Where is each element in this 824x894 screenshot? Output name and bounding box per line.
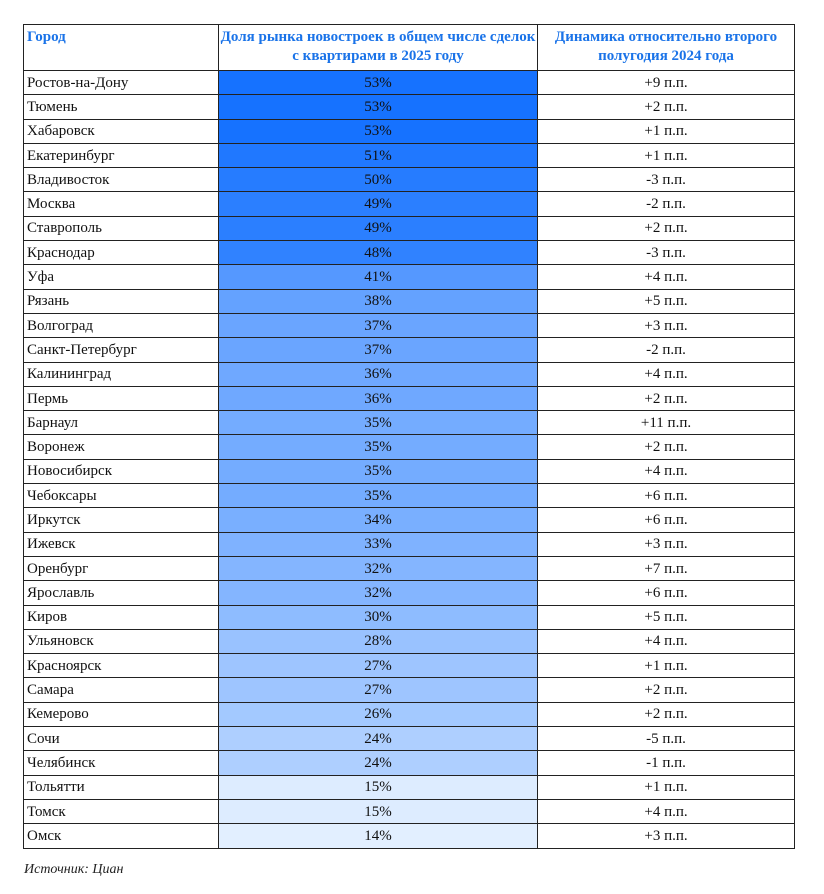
dynamics-cell: -1 п.п. [538, 751, 795, 775]
dynamics-cell: -2 п.п. [538, 192, 795, 216]
table-row [24, 751, 795, 775]
share-cell: 53% [219, 119, 538, 143]
city-cell: Ульяновск [24, 629, 219, 653]
city-cell: Рязань [24, 289, 219, 313]
table-row [24, 678, 795, 702]
dynamics-cell: +3 п.п. [538, 824, 795, 848]
table-row [24, 265, 795, 289]
city-cell: Ставрополь [24, 216, 219, 240]
dynamics-cell: +2 п.п. [538, 95, 795, 119]
table-row [24, 338, 795, 362]
share-cell: 35% [219, 435, 538, 459]
table-row [24, 411, 795, 435]
city-cell: Ростов-на-Дону [24, 71, 219, 95]
dynamics-cell: +6 п.п. [538, 508, 795, 532]
table-row [24, 216, 795, 240]
city-cell: Волгоград [24, 313, 219, 337]
table-body [24, 71, 795, 849]
dynamics-cell: +3 п.п. [538, 313, 795, 337]
city-cell: Томск [24, 799, 219, 823]
city-cell: Красноярск [24, 654, 219, 678]
share-cell: 37% [219, 338, 538, 362]
share-cell: 24% [219, 727, 538, 751]
header-row [24, 25, 795, 71]
table-row [24, 192, 795, 216]
share-cell: 27% [219, 678, 538, 702]
city-cell: Сочи [24, 727, 219, 751]
share-cell: 49% [219, 216, 538, 240]
share-cell: 34% [219, 508, 538, 532]
header-share: Доля рынка новостроек в общем числе сделок с квартирами в 2025 году [219, 25, 538, 71]
table-row [24, 702, 795, 726]
table-row [24, 532, 795, 556]
dynamics-cell: +6 п.п. [538, 581, 795, 605]
dynamics-cell: +4 п.п. [538, 629, 795, 653]
dynamics-cell: +11 п.п. [538, 411, 795, 435]
city-cell: Барнаул [24, 411, 219, 435]
share-cell: 15% [219, 799, 538, 823]
share-cell: 48% [219, 241, 538, 265]
table-row [24, 727, 795, 751]
dynamics-cell: +5 п.п. [538, 605, 795, 629]
share-cell: 53% [219, 95, 538, 119]
table-row [24, 654, 795, 678]
share-cell: 36% [219, 362, 538, 386]
dynamics-cell: -5 п.п. [538, 727, 795, 751]
city-cell: Воронеж [24, 435, 219, 459]
table-row [24, 581, 795, 605]
city-cell: Тюмень [24, 95, 219, 119]
city-cell: Чебоксары [24, 484, 219, 508]
table-row [24, 435, 795, 459]
dynamics-cell: +2 п.п. [538, 702, 795, 726]
share-cell: 24% [219, 751, 538, 775]
share-cell: 37% [219, 313, 538, 337]
city-cell: Краснодар [24, 241, 219, 265]
dynamics-cell: +1 п.п. [538, 654, 795, 678]
table-row [24, 484, 795, 508]
table-row [24, 168, 795, 192]
share-cell: 53% [219, 71, 538, 95]
table-row [24, 605, 795, 629]
dynamics-cell: +2 п.п. [538, 216, 795, 240]
share-cell: 35% [219, 484, 538, 508]
city-cell: Иркутск [24, 508, 219, 532]
city-cell: Оренбург [24, 556, 219, 580]
city-cell: Ижевск [24, 532, 219, 556]
table-row [24, 824, 795, 848]
share-cell: 33% [219, 532, 538, 556]
dynamics-cell: +2 п.п. [538, 678, 795, 702]
share-cell: 50% [219, 168, 538, 192]
table-row [24, 362, 795, 386]
city-cell: Владивосток [24, 168, 219, 192]
table-row [24, 629, 795, 653]
share-cell: 14% [219, 824, 538, 848]
city-cell: Тольятти [24, 775, 219, 799]
dynamics-cell: +1 п.п. [538, 143, 795, 167]
share-cell: 36% [219, 386, 538, 410]
table-row [24, 71, 795, 95]
share-cell: 41% [219, 265, 538, 289]
dynamics-cell: +6 п.п. [538, 484, 795, 508]
city-cell: Омск [24, 824, 219, 848]
share-cell: 32% [219, 581, 538, 605]
table-row [24, 459, 795, 483]
share-cell: 30% [219, 605, 538, 629]
city-cell: Санкт-Петербург [24, 338, 219, 362]
dynamics-cell: +3 п.п. [538, 532, 795, 556]
city-cell: Ярославль [24, 581, 219, 605]
city-cell: Челябинск [24, 751, 219, 775]
share-cell: 26% [219, 702, 538, 726]
city-cell: Новосибирск [24, 459, 219, 483]
dynamics-cell: -3 п.п. [538, 241, 795, 265]
table-row [24, 313, 795, 337]
city-cell: Кемерово [24, 702, 219, 726]
dynamics-cell: +2 п.п. [538, 386, 795, 410]
city-cell: Киров [24, 605, 219, 629]
share-cell: 51% [219, 143, 538, 167]
table-row [24, 386, 795, 410]
city-cell: Уфа [24, 265, 219, 289]
table-row [24, 289, 795, 313]
table-row [24, 241, 795, 265]
city-cell: Хабаровск [24, 119, 219, 143]
market-share-table [23, 24, 795, 849]
table-row [24, 119, 795, 143]
share-cell: 28% [219, 629, 538, 653]
dynamics-cell: +9 п.п. [538, 71, 795, 95]
share-cell: 35% [219, 411, 538, 435]
dynamics-cell: +4 п.п. [538, 265, 795, 289]
header-city: Город [24, 25, 219, 71]
source-note: Источник: Циан [24, 862, 124, 877]
dynamics-cell: +2 п.п. [538, 435, 795, 459]
dynamics-cell: +5 п.п. [538, 289, 795, 313]
share-cell: 49% [219, 192, 538, 216]
share-cell: 15% [219, 775, 538, 799]
share-cell: 32% [219, 556, 538, 580]
dynamics-cell: -3 п.п. [538, 168, 795, 192]
table-row [24, 95, 795, 119]
dynamics-cell: +7 п.п. [538, 556, 795, 580]
dynamics-cell: +1 п.п. [538, 775, 795, 799]
city-cell: Калининград [24, 362, 219, 386]
dynamics-cell: +4 п.п. [538, 459, 795, 483]
header-dynamics: Динамика относительно второго полугодия 2024 года [538, 25, 795, 71]
dynamics-cell: +4 п.п. [538, 799, 795, 823]
table-row [24, 556, 795, 580]
table-row [24, 508, 795, 532]
table-row [24, 799, 795, 823]
city-cell: Самара [24, 678, 219, 702]
share-cell: 27% [219, 654, 538, 678]
table-row [24, 775, 795, 799]
share-cell: 38% [219, 289, 538, 313]
city-cell: Екатеринбург [24, 143, 219, 167]
table-row [24, 143, 795, 167]
city-cell: Москва [24, 192, 219, 216]
dynamics-cell: +4 п.п. [538, 362, 795, 386]
dynamics-cell: -2 п.п. [538, 338, 795, 362]
dynamics-cell: +1 п.п. [538, 119, 795, 143]
share-cell: 35% [219, 459, 538, 483]
city-cell: Пермь [24, 386, 219, 410]
